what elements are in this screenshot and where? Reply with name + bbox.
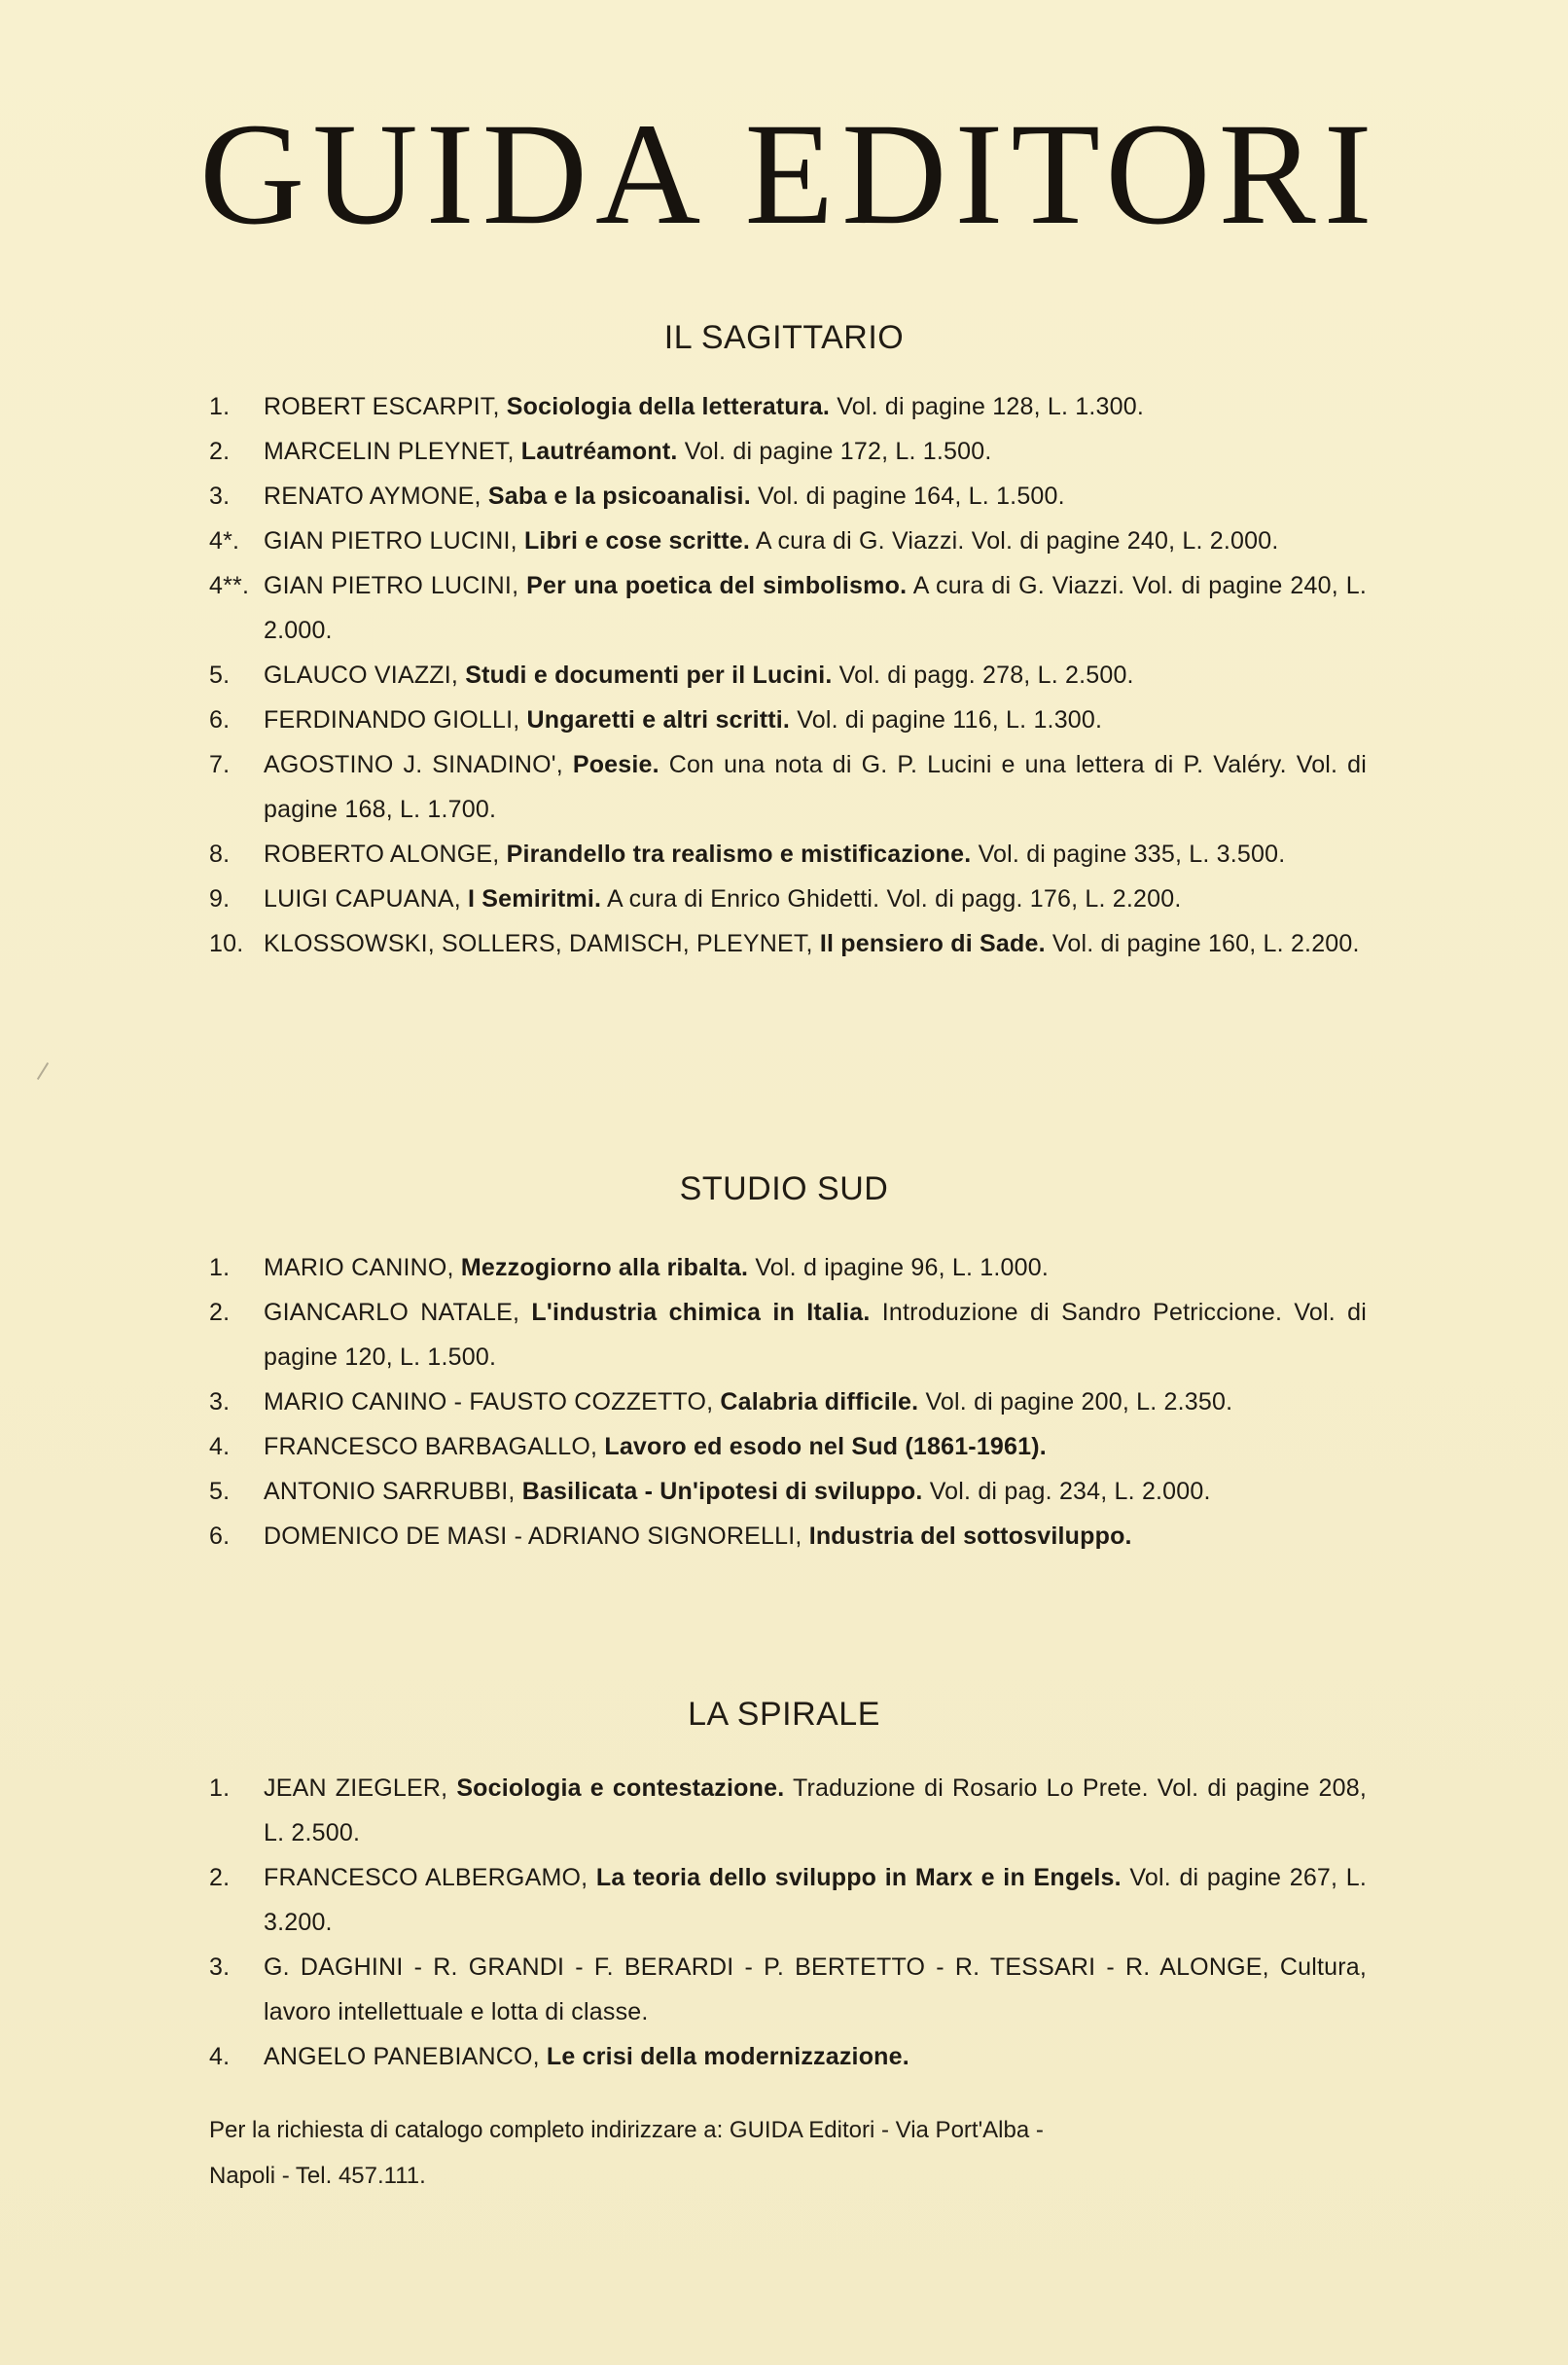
entry-number: 6. [209,706,231,734]
entry-author: GIAN PIETRO LUCINI, [264,572,519,599]
entry-book-title: Ungaretti e altri scritti. [526,706,791,734]
entry-book-title: Libri e cose scritte. [523,527,751,555]
entry-details: Vol. di pagine 128, L. 1.300. [837,393,1144,420]
footer-line-2: Napoli - Tel. 457.111. [209,2163,426,2189]
catalog-entry [209,1945,1367,2034]
entry-details: Vol. di pagine 172, L. 1.500. [684,438,992,465]
entry-author: FRANCESCO BARBAGALLO, [264,1433,598,1460]
catalog-entry [209,519,1367,563]
catalog-entry [209,921,1367,966]
entry-book-title: Industria del sottosviluppo. [808,1523,1132,1550]
catalog-entry [209,429,1367,474]
catalog-entry [209,877,1367,921]
entry-author: ROBERTO ALONGE, [264,841,500,868]
entry-details: Vol. di pagg. 278, L. 2.500. [838,662,1134,689]
catalog-entry [209,698,1367,742]
catalog-entry [209,474,1367,519]
entry-number: 5. [209,662,231,689]
entry-author: GIANCARLO NATALE, [264,1299,520,1326]
entry-author: MARIO CANINO, [264,1254,454,1281]
entry-book-title: Mezzogiorno alla ribalta. [460,1254,749,1281]
entry-number: 3. [209,1953,231,1981]
entry-author: ANGELO PANEBIANCO, [264,2043,540,2070]
catalog-entry [209,653,1367,698]
entry-book-title: Saba e la psicoanalisi. [487,483,751,510]
entry-details: A cura di Enrico Ghidetti. Vol. di pagg. 176, L. 2.200. [606,885,1182,913]
la-spirale-list [209,1766,1367,2079]
entry-number: 4*. [209,527,240,555]
entry-book-title: Basilicata - Un'ipotesi di sviluppo. [521,1478,923,1505]
entry-book-title: La teoria dello sviluppo in Marx e in Engels. [595,1864,1122,1891]
entry-details: A cura di G. Viazzi. Vol. di pagine 240, L. 2.000. [264,572,1367,644]
entry-number: 4. [209,1433,231,1460]
catalog-request-note [209,2107,1367,2199]
catalog-entry [209,1290,1367,1380]
entry-number: 1. [209,1254,231,1281]
entry-number: 2. [209,438,231,465]
entry-book-title: Lautréamont. [520,438,678,465]
entry-details: Vol. di pagine 335, L. 3.500. [978,841,1286,868]
catalog-entry [209,2034,1367,2079]
entry-author: G. DAGHINI - R. GRANDI - F. BERARDI - P. BERTETTO - R. TESSARI - R. ALONGE, [264,1953,1269,1981]
catalog-entry [209,1424,1367,1469]
entry-number: 4. [209,2043,231,2070]
entry-details: A cura di G. Viazzi. Vol. di pagine 240, L. 2.000. [755,527,1279,555]
entry-number: 7. [209,751,231,778]
entry-number: 2. [209,1299,231,1326]
entry-book-title: Poesie. [572,751,659,778]
entry-book-title: Lavoro ed esodo nel Sud (1861-1961). [604,1433,1047,1460]
catalog-entry [209,1514,1367,1559]
entry-number: 6. [209,1523,231,1550]
entry-details: Con una nota di G. P. Lucini e una lettera di P. Valéry. Vol. di pagine 168, L. 1.700. [264,751,1367,823]
entry-book-title: Pirandello tra realismo e mistificazione. [506,841,972,868]
entry-author: ANTONIO SARRUBBI, [264,1478,516,1505]
entry-number: 5. [209,1478,231,1505]
entry-book-title: Studi e documenti per il Lucini. [465,662,833,689]
studio-sud-list [209,1245,1367,1559]
entry-book-title: Per una poetica del simbolismo. [526,572,908,599]
entry-author: AGOSTINO J. SINADINO', [264,751,563,778]
publisher-title: GUIDA EDITORI [199,93,1380,255]
entry-details: Vol. di pag. 234, L. 2.000. [929,1478,1211,1505]
entry-author: FERDINANDO GIOLLI, [264,706,520,734]
entry-author: DOMENICO DE MASI - ADRIANO SIGNORELLI, [264,1523,802,1550]
entry-number: 2. [209,1864,231,1891]
entry-book-title: Calabria difficile. [720,1388,919,1415]
entry-number: 9. [209,885,231,913]
catalog-entry [209,563,1367,653]
catalog-entry [209,1766,1367,1855]
entry-book-title: I Semiritmi. [468,885,602,913]
entry-author: JEAN ZIEGLER, [264,1774,448,1802]
entry-author: FRANCESCO ALBERGAMO, [264,1864,588,1891]
catalog-entry [209,832,1367,877]
entry-author: ROBERT ESCARPIT, [264,393,500,420]
entry-author: KLOSSOWSKI, SOLLERS, DAMISCH, PLEYNET, [264,930,813,957]
catalog-entry [209,1469,1367,1514]
entry-details: Vol. di pagine 200, L. 2.350. [925,1388,1233,1415]
entry-number: 1. [209,393,231,420]
entry-number: 4**. [209,572,250,599]
entry-author: RENATO AYMONE, [264,483,481,510]
entry-author: LUIGI CAPUANA, [264,885,461,913]
catalog-entry [209,1855,1367,1945]
entry-book-title: Le crisi della modernizzazione. [546,2043,909,2070]
entry-details: Traduzione di Rosario Lo Prete. Vol. di pagine 208, L. 2.500. [264,1774,1367,1846]
entry-details: Introduzione di Sandro Petriccione. Vol. di pagine 120, L. 1.500. [264,1299,1367,1371]
entry-book-title: Il pensiero di Sade. [819,930,1046,957]
entry-details: Vol. di pagine 164, L. 1.500. [758,483,1065,510]
catalog-entry [209,742,1367,832]
catalog-entry [209,1245,1367,1290]
entry-book-title: L'industria chimica in Italia. [531,1299,871,1326]
entry-details: Vol. d ipagine 96, L. 1.000. [755,1254,1049,1281]
catalog-entry [209,1380,1367,1424]
il-sagittario-list [209,384,1367,966]
entry-details: Vol. di pagine 116, L. 1.300. [797,706,1103,734]
footer-line-1: Per la richiesta di catalogo completo indirizzare a: GUIDA Editori - Via Port'Alba - [209,2117,1044,2143]
paper-mark [37,1062,49,1080]
section-title-studio-sud: STUDIO SUD [679,1170,889,1207]
catalog-entry [209,384,1367,429]
entry-number: 8. [209,841,231,868]
entry-book-title: Sociologia della letteratura. [506,393,831,420]
entry-number: 10. [209,930,244,957]
entry-number: 3. [209,483,231,510]
section-title-la-spirale: LA SPIRALE [688,1696,880,1733]
entry-author: GLAUCO VIAZZI, [264,662,459,689]
entry-book-title: Sociologia e contestazione. [456,1774,785,1802]
entry-author: GIAN PIETRO LUCINI, [264,527,517,555]
entry-number: 3. [209,1388,231,1415]
entry-details: Vol. di pagine 160, L. 2.200. [1051,930,1360,957]
entry-number: 1. [209,1774,231,1802]
entry-details: Cultura, lavoro intellettuale e lotta di classe. [264,1953,1367,2025]
entry-author: MARCELIN PLEYNET, [264,438,515,465]
entry-author: MARIO CANINO - FAUSTO COZZETTO, [264,1388,714,1415]
entry-details: Vol. di pagine 267, L. 3.200. [264,1864,1368,1936]
section-title-il-sagittario: IL SAGITTARIO [663,319,905,356]
